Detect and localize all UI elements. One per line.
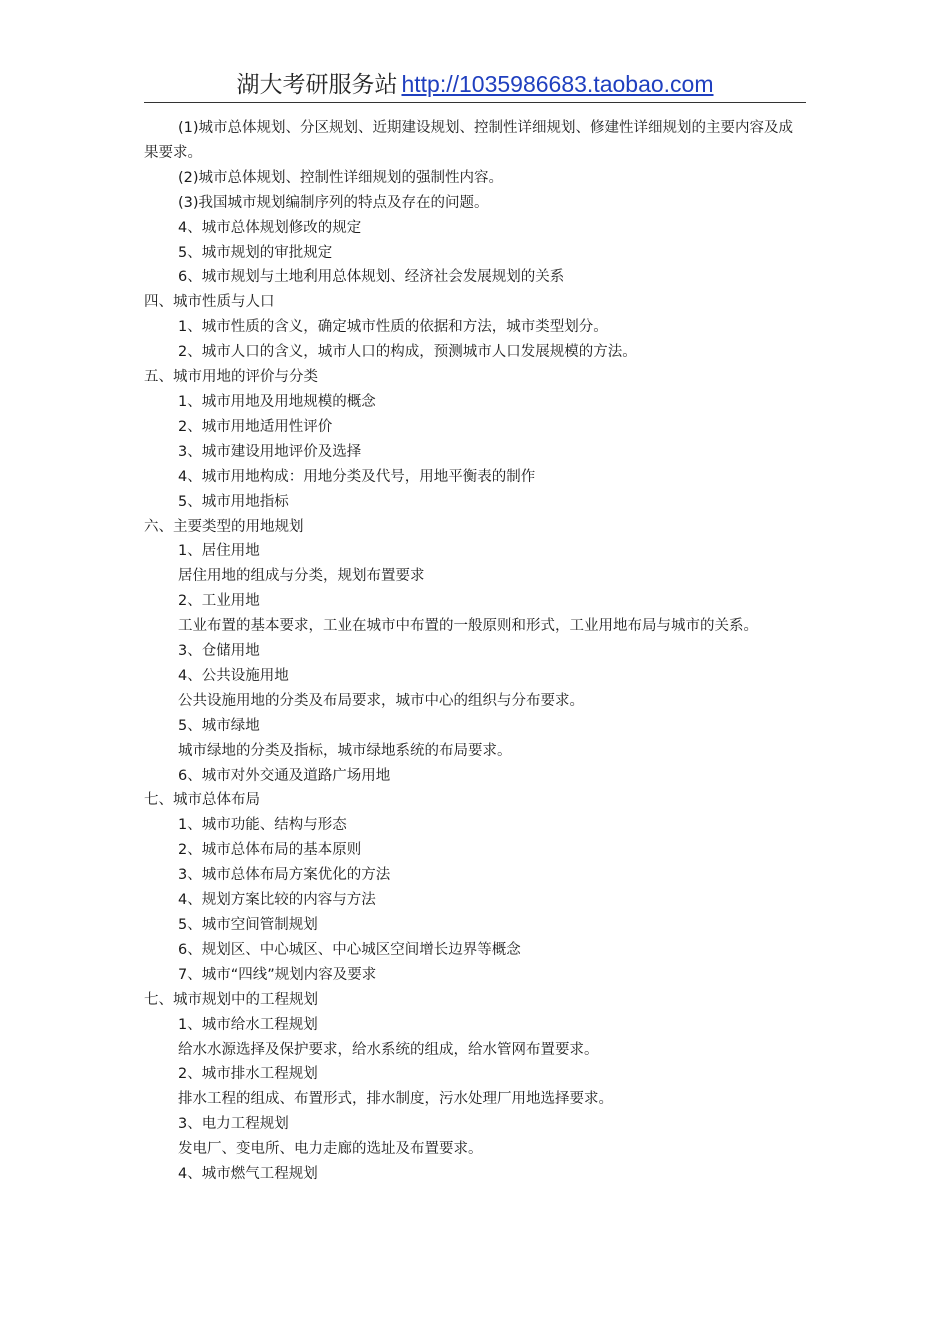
text-line: 2、工业用地	[178, 593, 260, 610]
header-divider	[144, 102, 806, 103]
text-line: 6、城市对外交通及道路广场用地	[178, 767, 391, 784]
text-line: (3)我国城市规划编制序列的特点及存在的问题。	[178, 194, 489, 211]
text-line: 4、城市总体规划修改的规定	[178, 219, 362, 236]
shop-url-link[interactable]: http://1035986683.taobao.com	[401, 71, 714, 97]
section-heading: 七、城市总体布局	[144, 792, 260, 809]
text-line: 3、城市建设用地评价及选择	[178, 443, 362, 460]
text-line: (2)城市总体规划、控制性详细规划的强制性内容。	[178, 169, 504, 186]
text-line: 3、电力工程规划	[178, 1116, 289, 1133]
text-line: 2、城市排水工程规划	[178, 1066, 318, 1083]
text-line: (1)城市总体规划、分区规划、近期建设规划、控制性详细规划、修建性详细规划的主要内容及成果要求。	[144, 120, 794, 161]
text-line: 发电厂、变电所、电力走廊的选址及布置要求。	[178, 1141, 483, 1158]
page-header	[144, 66, 806, 102]
text-line: 排水工程的组成、布置形式，排水制度，污水处理厂用地选择要求。	[178, 1091, 613, 1108]
text-line: 5、城市绿地	[178, 717, 260, 734]
site-name: 湖大考研服务站	[236, 72, 398, 98]
text-line: 7、城市“四线”规划内容及要求	[178, 966, 377, 983]
section-heading: 四、城市性质与人口	[144, 294, 275, 311]
section-heading: 六、主要类型的用地规划	[144, 518, 304, 535]
text-line: 1、城市性质的含义，确定城市性质的依据和方法，城市类型划分。	[178, 319, 608, 336]
section-heading: 五、城市用地的评价与分类	[144, 369, 318, 386]
text-line: 4、城市用地构成：用地分类及代号，用地平衡表的制作	[178, 468, 536, 485]
text-line: 1、居住用地	[178, 543, 260, 560]
text-line: 5、城市空间管制规划	[178, 917, 318, 933]
text-line: 公共设施用地的分类及布局要求，城市中心的组织与分布要求。	[178, 692, 584, 709]
text-line: 工业布置的基本要求，工业在城市中布置的一般原则和形式，工业用地布局与城市的关系。	[178, 618, 758, 635]
text-line: 3、仓储用地	[178, 643, 260, 660]
text-line: 给水水源选择及保护要求，给水系统的组成，给水管网布置要求。	[178, 1041, 599, 1058]
text-line: 4、公共设施用地	[178, 667, 289, 684]
text-line: 6、城市规划与土地利用总体规划、经济社会发展规划的关系	[178, 269, 565, 286]
text-line: 2、城市用地适用性评价	[178, 418, 333, 435]
text-line: 1、城市给水工程规划	[178, 1016, 318, 1033]
text-line: 6、规划区、中心城区、中心城区空间增长边界等概念	[178, 941, 521, 958]
text-line: 3、城市总体布局方案优化的方法	[178, 867, 391, 884]
text-line: 1、城市用地及用地规模的概念	[178, 393, 376, 410]
text-line: 城市绿地的分类及指标，城市绿地系统的布局要求。	[178, 742, 512, 759]
text-line: 2、城市人口的含义，城市人口的构成，预测城市人口发展规模的方法。	[178, 344, 637, 361]
section-heading: 七、城市规划中的工程规划	[144, 991, 318, 1008]
document-body	[144, 116, 806, 1187]
text-line: 4、规划方案比较的内容与方法	[178, 892, 376, 909]
text-line: 5、城市用地指标	[178, 493, 289, 510]
text-line: 居住用地的组成与分类，规划布置要求	[178, 568, 425, 585]
text-line: 1、城市功能、结构与形态	[178, 817, 347, 834]
text-line: 2、城市总体布局的基本原则	[178, 842, 362, 859]
text-line: 4、城市燃气工程规划	[178, 1166, 318, 1183]
text-line: 5、城市规划的审批规定	[178, 244, 333, 261]
